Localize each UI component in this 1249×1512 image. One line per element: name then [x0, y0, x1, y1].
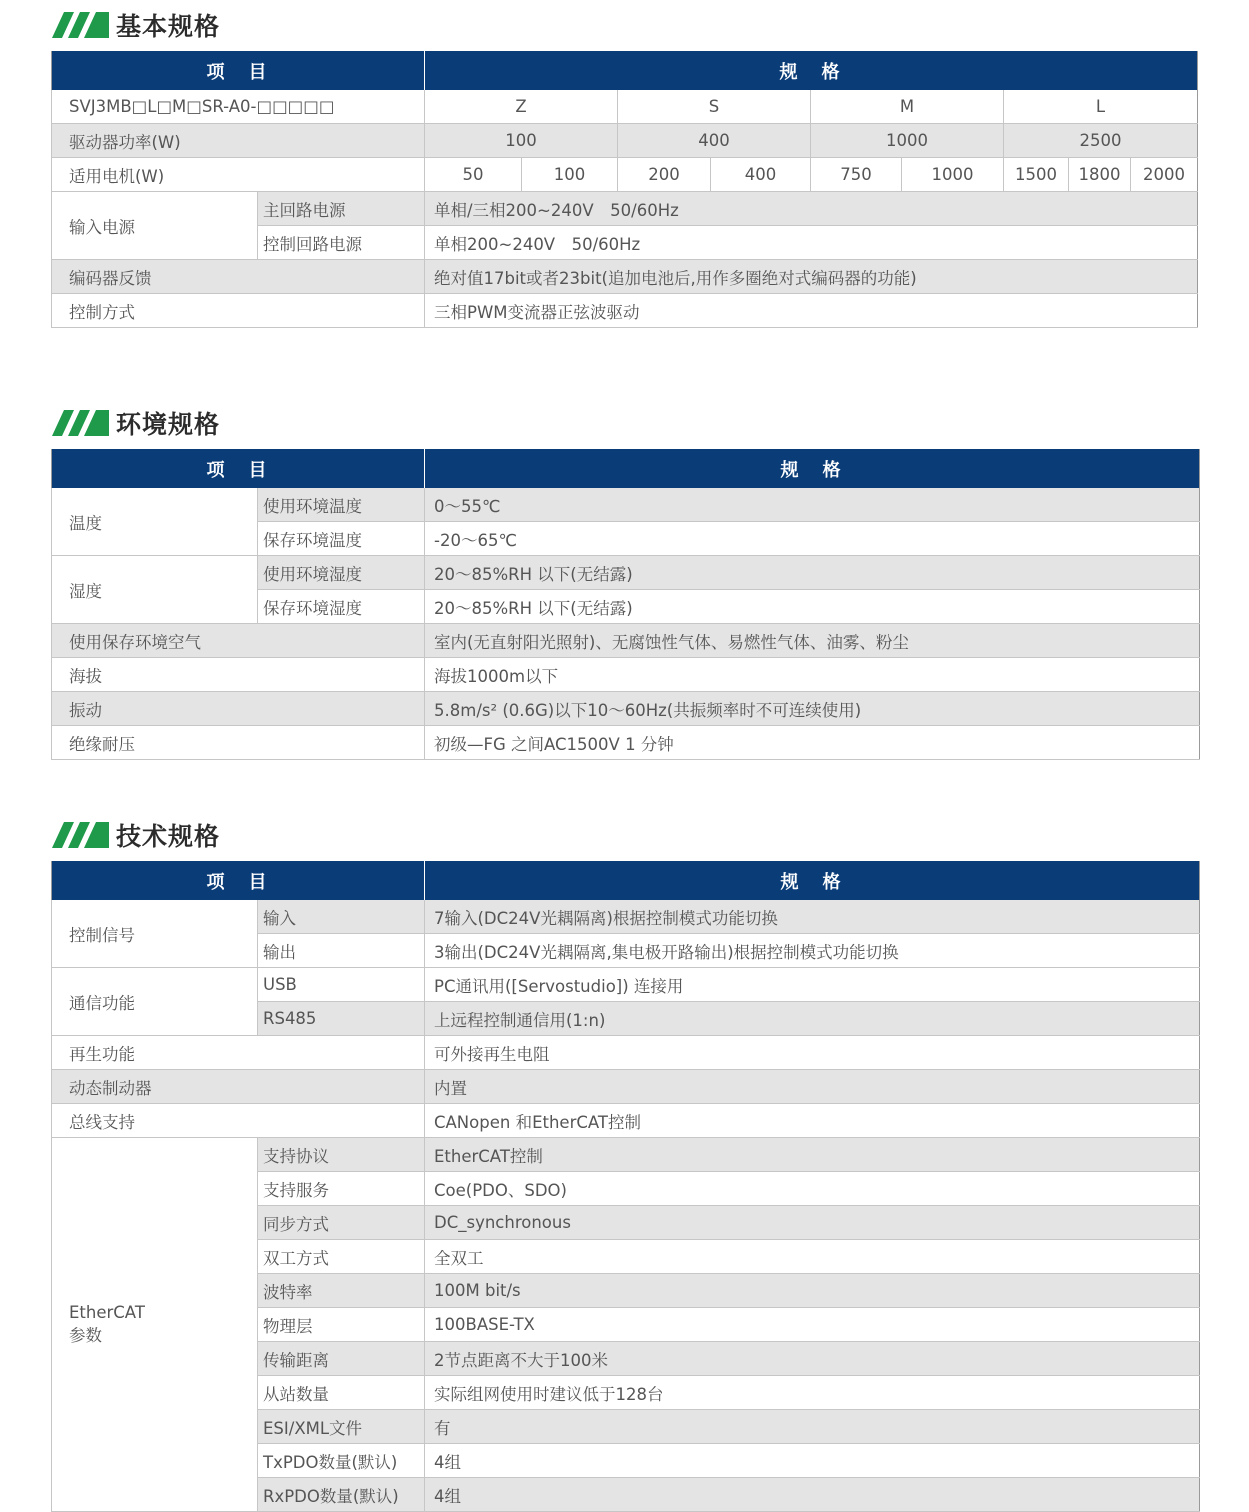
row-label: 温度	[52, 488, 258, 556]
sub-label: 双工方式	[258, 1240, 425, 1274]
section-title-text: 技术规格	[116, 822, 221, 851]
table-row	[52, 158, 1198, 192]
row-value: 2节点距离不大于100米	[425, 1342, 1200, 1376]
row-value: 绝对值17bit或者23bit(追加电池后,用作多圈绝对式编码器的功能)	[425, 260, 1198, 294]
row-value: 7输入(DC24V光耦隔离)根据控制模式功能切换	[425, 900, 1200, 934]
row-value: DC_synchronous	[425, 1206, 1200, 1240]
row-value: 有	[425, 1410, 1200, 1444]
row-value: PC通讯用([Servostudio]) 连接用	[425, 968, 1200, 1002]
row-value: CANopen 和EtherCAT控制	[425, 1104, 1200, 1138]
row-value: 内置	[425, 1070, 1200, 1104]
section-title-tech	[52, 818, 220, 852]
motor-cell: 400	[711, 158, 811, 192]
sub-label: 保存环境湿度	[258, 590, 425, 624]
table-header	[52, 449, 1200, 488]
motor-cell: 50	[425, 158, 522, 192]
size-cell: S	[618, 90, 811, 124]
row-value: 海拔1000m以下	[425, 658, 1200, 692]
table-row	[52, 124, 1198, 158]
sub-label: RS485	[258, 1002, 425, 1036]
row-label: 绝缘耐压	[52, 726, 425, 760]
header-item: 项 目	[52, 449, 425, 488]
table-row	[52, 294, 1198, 328]
motor-cell: 200	[618, 158, 711, 192]
row-label: 适用电机(W)	[52, 158, 425, 192]
section-title-basic	[52, 8, 220, 42]
motor-cell: 1500	[1004, 158, 1069, 192]
row-value: 全双工	[425, 1240, 1200, 1274]
row-value: 20～85%RH 以下(无结露)	[425, 556, 1200, 590]
motor-cell: 2000	[1131, 158, 1198, 192]
row-label: 再生功能	[52, 1036, 425, 1070]
row-value: 0～55℃	[425, 488, 1200, 522]
row-label: 驱动器功率(W)	[52, 124, 425, 158]
header-spec: 规 格	[425, 861, 1200, 900]
sub-label: 输入	[258, 900, 425, 934]
row-label: 海拔	[52, 658, 425, 692]
table-header	[52, 861, 1200, 900]
section-title-text: 环境规格	[116, 410, 221, 439]
power-cell: 100	[425, 124, 618, 158]
sub-label: 支持服务	[258, 1172, 425, 1206]
row-value: 3输出(DC24V光耦隔离,集电极开路输出)根据控制模式功能切换	[425, 934, 1200, 968]
row-label: 控制信号	[52, 900, 258, 968]
table-row	[52, 1104, 1200, 1138]
row-label: 总线支持	[52, 1104, 425, 1138]
sub-label: 物理层	[258, 1308, 425, 1342]
sub-label: 保存环境温度	[258, 522, 425, 556]
size-cell: L	[1004, 90, 1198, 124]
row-value: 室内(无直射阳光照射)、无腐蚀性气体、易燃性气体、油雾、粉尘	[425, 624, 1200, 658]
sub-label: 传输距离	[258, 1342, 425, 1376]
sub-label: 输出	[258, 934, 425, 968]
size-cell: Z	[425, 90, 618, 124]
sub-label: 同步方式	[258, 1206, 425, 1240]
sub-label: 从站数量	[258, 1376, 425, 1410]
sub-label: RxPDO数量(默认)	[258, 1478, 425, 1512]
section-title-env	[52, 406, 220, 440]
row-value: 单相/三相200~240V 50/60Hz	[425, 192, 1198, 226]
section-title-text: 基本规格	[116, 12, 221, 41]
table-row	[52, 192, 1198, 226]
table-header	[52, 51, 1198, 90]
row-value: 100BASE-TX	[425, 1308, 1200, 1342]
header-item: 项 目	[52, 861, 425, 900]
sub-label: USB	[258, 968, 425, 1002]
sub-label: TxPDO数量(默认)	[258, 1444, 425, 1478]
table-row	[52, 1070, 1200, 1104]
row-value: EtherCAT控制	[425, 1138, 1200, 1172]
row-value: 20～85%RH 以下(无结露)	[425, 590, 1200, 624]
row-label: 使用保存环境空气	[52, 624, 425, 658]
sub-label: 主回路电源	[258, 192, 425, 226]
table-row	[52, 556, 1200, 590]
row-value: 4组	[425, 1444, 1200, 1478]
size-cell: M	[811, 90, 1004, 124]
motor-cell: 1000	[902, 158, 1004, 192]
table-row	[52, 1036, 1200, 1070]
row-label: 动态制动器	[52, 1070, 425, 1104]
row-value: 单相200~240V 50/60Hz	[425, 226, 1198, 260]
header-spec: 规 格	[425, 449, 1200, 488]
row-label: 编码器反馈	[52, 260, 425, 294]
stripes-icon	[52, 822, 110, 848]
sub-label: 控制回路电源	[258, 226, 425, 260]
sub-label: 使用环境湿度	[258, 556, 425, 590]
table-row	[52, 488, 1200, 522]
row-value: 实际组网使用时建议低于128台	[425, 1376, 1200, 1410]
table-row	[52, 726, 1200, 760]
table-row	[52, 624, 1200, 658]
row-label: 控制方式	[52, 294, 425, 328]
env-spec-table	[51, 449, 1200, 760]
row-value: 可外接再生电阻	[425, 1036, 1200, 1070]
stripes-icon	[52, 410, 110, 436]
ethercat-label-line1: EtherCAT	[69, 1303, 145, 1322]
power-cell: 1000	[811, 124, 1004, 158]
row-value: 4组	[425, 1478, 1200, 1512]
sub-label: 支持协议	[258, 1138, 425, 1172]
row-label: 通信功能	[52, 968, 258, 1036]
row-value: 初级—FG 之间AC1500V 1 分钟	[425, 726, 1200, 760]
table-row	[52, 900, 1200, 934]
row-label: 湿度	[52, 556, 258, 624]
row-value: Coe(PDO、SDO)	[425, 1172, 1200, 1206]
table-row	[52, 658, 1200, 692]
tech-spec-table	[51, 861, 1200, 1512]
sub-label: 使用环境温度	[258, 488, 425, 522]
motor-cell: 100	[522, 158, 618, 192]
header-spec: 规 格	[425, 51, 1198, 90]
table-row	[52, 260, 1198, 294]
table-row	[52, 968, 1200, 1002]
row-label: 振动	[52, 692, 425, 726]
table-row	[52, 1138, 1200, 1172]
power-cell: 400	[618, 124, 811, 158]
table-row	[52, 90, 1198, 124]
motor-cell: 1800	[1069, 158, 1131, 192]
header-item: 项 目	[52, 51, 425, 90]
model-label: SVJ3MB□L□M□SR-A0-□□□□□	[52, 90, 425, 124]
motor-cell: 750	[811, 158, 902, 192]
row-value: -20～65℃	[425, 522, 1200, 556]
power-cell: 2500	[1004, 124, 1198, 158]
stripes-icon	[52, 12, 110, 38]
sub-label: 波特率	[258, 1274, 425, 1308]
ethercat-label-line2: 参数	[69, 1326, 102, 1345]
table-row	[52, 692, 1200, 726]
basic-spec-table	[51, 51, 1198, 328]
ethercat-group-label	[52, 1138, 258, 1512]
sub-label: ESI/XML文件	[258, 1410, 425, 1444]
row-value: 三相PWM变流器正弦波驱动	[425, 294, 1198, 328]
row-value: 上远程控制通信用(1:n)	[425, 1002, 1200, 1036]
row-value: 5.8m/s² (0.6G)以下10～60Hz(共振频率时不可连续使用)	[425, 692, 1200, 726]
row-value: 100M bit/s	[425, 1274, 1200, 1308]
row-label: 输入电源	[52, 192, 258, 260]
